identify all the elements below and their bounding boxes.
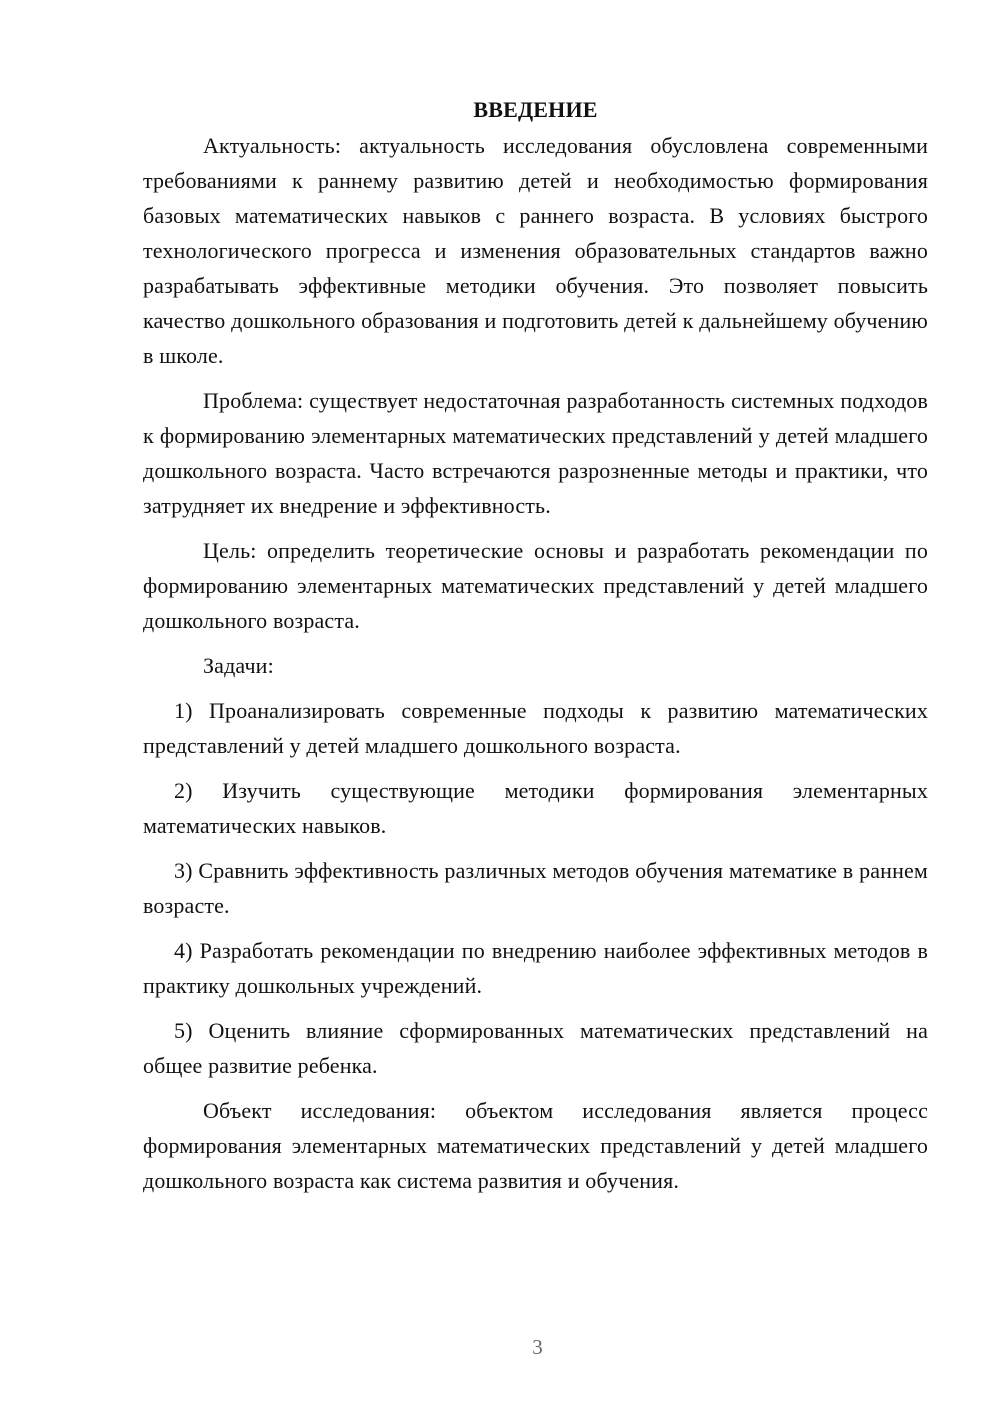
tasks-list (143, 693, 928, 1083)
page-number: 3 (532, 1335, 543, 1359)
list-item: 1) Проанализировать современные подходы к развитию математических представлений у детей младшего дошкольного возраста. (143, 698, 928, 758)
list-item: 3) Сравнить эффективность различных методов обучения математике в раннем возрасте. (143, 858, 928, 918)
tasks-label: Задачи: (203, 653, 274, 678)
page-content (143, 93, 928, 1198)
paragraph-problem: Проблема: существует недостаточная разработанность системных подходов к формированию элементарных математических представлений у детей младшего дошкольного возраста. Часто встречаются разрозненные методы и практики, что затрудняет их внедрение и эффективность. (143, 388, 928, 518)
paragraph-object: Объект исследования: объектом исследования является процесс формирования элементарных математических представлений у детей младшего дошкольного возраста как система развития и обучения. (143, 1098, 928, 1193)
list-item: 4) Разработать рекомендации по внедрению наиболее эффективных методов в практику дошкольных учреждений. (143, 938, 928, 998)
paragraph-goal: Цель: определить теоретические основы и разработать рекомендации по формированию элементарных математических представлений у детей младшего дошкольного возраста. (143, 538, 928, 633)
page-title: ВВЕДЕНИЕ (473, 97, 598, 122)
paragraph-relevance: Актуальность: актуальность исследования обусловлена современными требованиями к раннему развитию детей и необходимостью формирования базовых математических навыков с раннего возраста. В условиях быстрого технологического прогресса и изменения образовательных стандартов важно разрабатывать эффективные методики обучения. Это позволяет повысить качество дошкольного образования и подготовить детей к дальнейшему обучению в школе. (143, 133, 928, 368)
list-item: 2) Изучить существующие методики формирования элементарных математических навыков. (143, 778, 928, 838)
list-item: 5) Оценить влияние сформированных математических представлений на общее развитие ребенка. (143, 1018, 928, 1078)
